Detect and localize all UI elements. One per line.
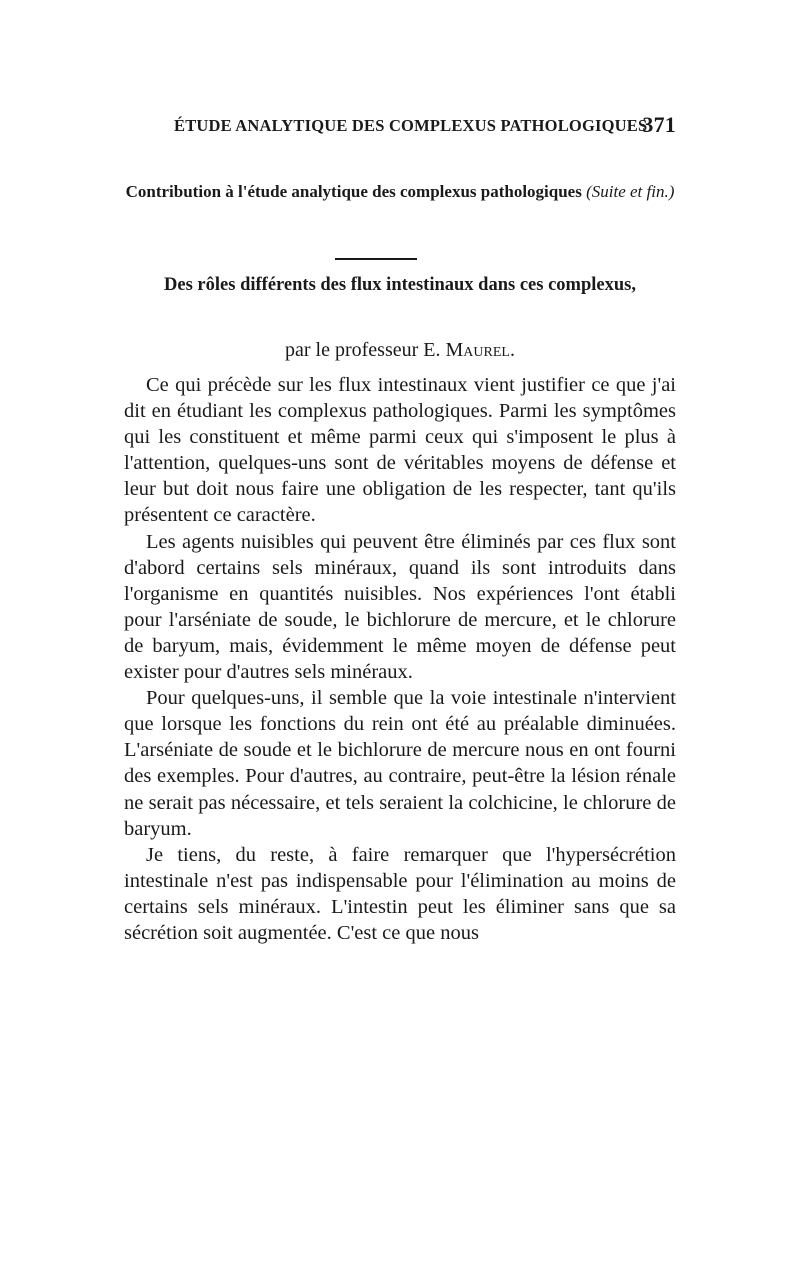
- article-title: [124, 178, 676, 206]
- paragraph-4: Je tiens, du reste, à faire remarquer que l'hypersécrétion intestinale n'est pas indispensable pour l'élimination au moins de certains sels minéraux. L'intestin peut les éliminer sans que sa sécrétion soit augmentée. C'est ce que nous: [124, 843, 676, 944]
- article-title-sub: (Suite et fin.): [586, 182, 675, 201]
- paragraph-1: Ce qui précède sur les flux intestinaux vient justifier ce que j'ai dit en étudiant les complexus pathologiques. Parmi les symptômes qui les constituent et même parmi ceux qui s'imposent le plus à l'attention, quelques-uns sont de véritables moyens de défense et leur but doit nous faire une obligation de les respecter, tant qu'ils présentent ce caractère.: [124, 374, 676, 527]
- byline-prefix: par le professeur E.: [285, 339, 441, 361]
- body-text: [124, 372, 676, 946]
- page-number: 371: [642, 112, 676, 137]
- running-head-title: ÉTUDE ANALYTIQUE DES COMPLEXUS PATHOLOGIQUES: [174, 116, 648, 135]
- section-title: Des rôles différents des flux intestinaux dans ces complexus,: [164, 275, 636, 295]
- article-title-main: Contribution à l'étude analytique des complexus pathologiques: [125, 182, 582, 201]
- byline: [124, 337, 676, 363]
- paragraph-2: Les agents nuisibles qui peuvent être éliminés par ces flux sont d'abord certains sels minéraux, quand ils sont introduits dans l'organisme en quantités nuisibles. Nos expériences l'ont établi pour l'arséniate de soude, le bichlorure de mercure, et le chlorure de baryum, mais, évidemment le même moyen de défense peut exister pour d'autres sels minéraux.: [124, 530, 676, 684]
- running-head: [124, 112, 676, 140]
- title-rule: [335, 258, 417, 260]
- author-name: Maurel.: [445, 339, 515, 361]
- paragraph-3: Pour quelques-uns, il semble que la voie intestinale n'intervient que lorsque les fonctions du rein ont été au préalable diminuées. L'arséniate de soude et le bichlorure de mercure nous en ont fourni des exemples. Pour d'autres, au contraire, peut-être la lésion rénale ne serait pas nécessaire, et tels seraient la colchicine, le chlorure de baryum.: [124, 687, 676, 840]
